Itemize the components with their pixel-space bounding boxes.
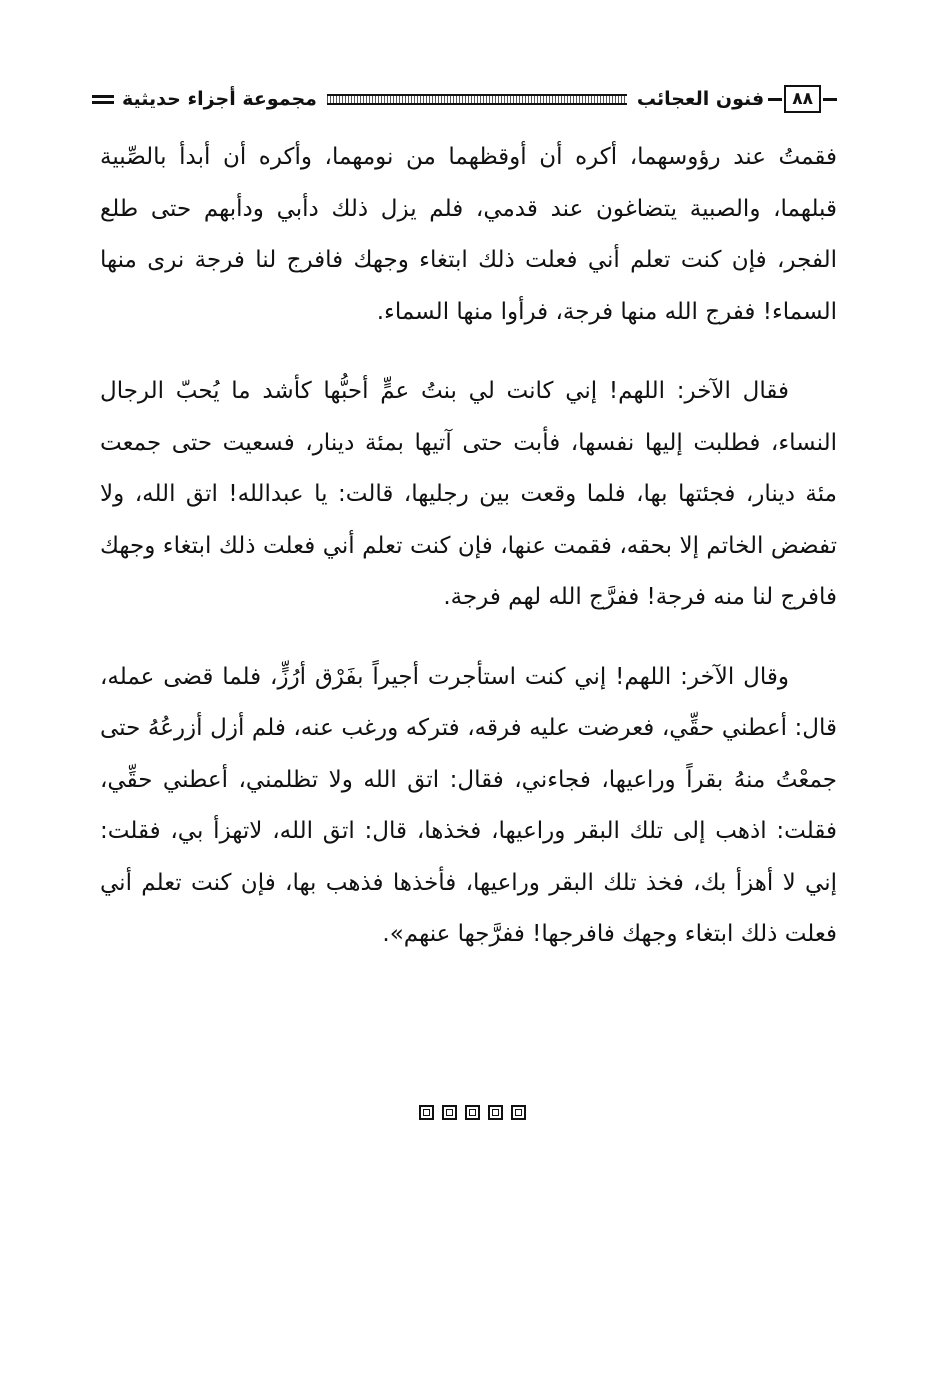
paragraph-continuation: فقمتُ عند رؤوسهما، أكره أن أوقظهما من نومهما، وأكره أن أبدأ بالصِّبية قبلهما، والصبية يتضاغون عند قدمي، فلم يزل ذلك دأبي ودأبهم حتى طلع الفجر، فإن كنت تعلم أني فعلت ذلك ابتغاء وجهك فافرج لنا فرجة نرى منها السماء! ففرج الله منها فرجة، فرأوا منها السماء. bbox=[100, 144, 837, 325]
paragraph-third-man: وقال الآخر: اللهم! إني كنت استأجرت أجيراً بفَرْق أرُزٍّ، فلما قضى عمله، قال: أعطني حقِّي، فعرضت عليه فرقه، فتركه ورغب عنه، فلم أزل أزرعُهُ حتى جمعْتُ منهُ بقراً وراعيها، فجاءني، فقال: اتق الله ولا تظلمني، أعطني حقِّي، فقلت: اذهب إلى تلك البقر وراعيها، فخذها، قال: اتق الله، لاتهزأ بي، فقلت: إني لا أهزأ بك، فخذ تلك البقر وراعيها، فأخذها فذهب بها، فإن كنت تعلم أني فعلت ذلك ابتغاء وجهك فافرجها! ففرَّجها عنهم». bbox=[100, 663, 837, 947]
header-tick bbox=[823, 98, 837, 101]
book-title: فنون العجائب bbox=[636, 88, 765, 110]
running-header bbox=[92, 84, 837, 114]
page-number: ٨٨ bbox=[784, 85, 821, 113]
header-end-mark bbox=[92, 95, 114, 104]
ornament-square-icon bbox=[419, 1105, 434, 1120]
header-tick bbox=[768, 98, 782, 101]
ornament-square-icon bbox=[465, 1105, 480, 1120]
header-rule bbox=[327, 94, 627, 105]
section-end-ornament bbox=[0, 1105, 945, 1120]
ornament-square-icon bbox=[442, 1105, 457, 1120]
ornament-square-icon bbox=[511, 1105, 526, 1120]
ornament-square-icon bbox=[488, 1105, 503, 1120]
page-body bbox=[100, 132, 837, 961]
paragraph-second-man: فقال الآخر: اللهم! إني كانت لي بنتُ عمٍّ أحبُّها كأشد ما يُحبّ الرجال النساء، فطلبت إليها نفسها، فأبت حتى آتيها بمئة دينار، فسعيت حتى جمعت مئة دينار، فجئتها بها، فلما وقعت بين رجليها، قالت: يا عبدالله! اتق الله، ولا تفضض الخاتم إلا بحقه، فقمت عنها، فإن كنت تعلم أني فعلت ذلك ابتغاء وجهك فافرج لنا منه فرجة! ففرَّج الله لهم فرجة. bbox=[100, 378, 837, 610]
series-title: مجموعة أجزاء حديثية bbox=[122, 88, 317, 110]
